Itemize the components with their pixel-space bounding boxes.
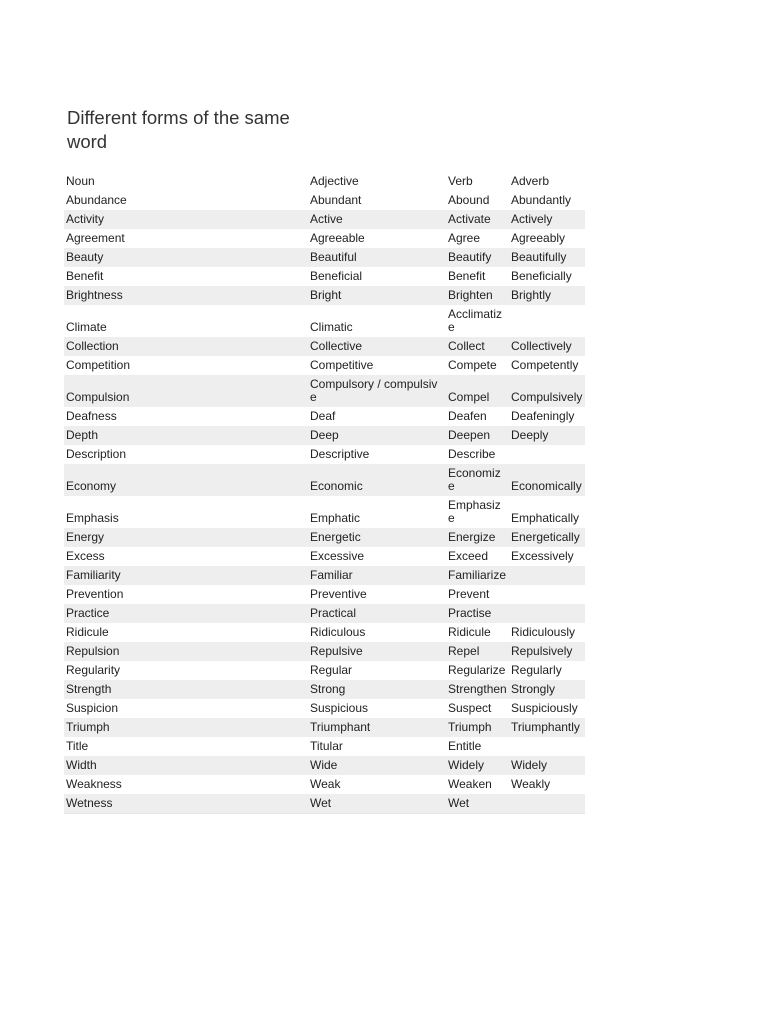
cell-adverb: Abundantly [511, 193, 572, 207]
cell-adverb: Strongly [509, 680, 585, 699]
cell-verb: Benefit [448, 269, 486, 283]
cell-adverb: Beautifully [509, 248, 585, 267]
cell-adverb: Brightly [509, 286, 585, 305]
cell-adjective: Practical [308, 604, 446, 623]
cell-verb: Compete [448, 358, 497, 372]
cell-verb: Compel [446, 375, 509, 407]
cell-adjective: Excessive [310, 549, 365, 563]
column-header-noun: Noun [66, 174, 95, 188]
table-row [64, 661, 585, 680]
cell-adjective: Strong [308, 680, 446, 699]
cell-noun: Energy [64, 528, 308, 547]
column-header-adverb: Adverb [511, 174, 550, 188]
cell-verb: Ridicule [448, 625, 491, 639]
cell-adverb: Suspiciously [511, 701, 578, 715]
table-row [64, 756, 585, 775]
cell-adjective: Agreeable [310, 231, 365, 245]
cell-verb: Suspect [448, 701, 492, 715]
cell-adjective: Weak [310, 777, 341, 791]
table-row [64, 337, 585, 356]
table-row [64, 737, 585, 756]
cell-adjective: Energetic [308, 528, 446, 547]
cell-adverb [509, 585, 585, 604]
cell-noun: Regularity [66, 663, 121, 677]
cell-noun: Strength [64, 680, 308, 699]
cell-verb: Regularize [448, 663, 506, 677]
cell-verb: Deepen [446, 426, 509, 445]
cell-verb: Activate [446, 210, 509, 229]
cell-adverb: Regularly [511, 663, 562, 677]
cell-verb: Widely [446, 756, 509, 775]
cell-verb: Collect [446, 337, 509, 356]
cell-adverb: Widely [509, 756, 585, 775]
cell-noun: Climate [66, 320, 107, 334]
cell-adverb: Triumphantly [509, 718, 585, 737]
cell-adverb [509, 794, 585, 814]
table-row [64, 604, 585, 623]
cell-noun: Emphasis [66, 511, 119, 525]
cell-adverb [509, 737, 585, 756]
cell-verb: Energize [446, 528, 509, 547]
cell-verb: Economize [446, 464, 509, 496]
cell-adjective: Abundant [310, 193, 362, 207]
cell-verb: Exceed [448, 549, 489, 563]
cell-adjective: Familiar [308, 566, 446, 585]
cell-adjective: Beneficial [310, 269, 363, 283]
page-title: Different forms of the same word [67, 107, 290, 152]
cell-adverb: Beneficially [511, 269, 572, 283]
cell-adverb: Deeply [509, 426, 585, 445]
cell-noun: Compulsion [64, 375, 308, 407]
cell-verb: Strengthen [446, 680, 509, 699]
table-row [64, 566, 585, 585]
cell-verb: Practise [446, 604, 509, 623]
cell-verb: Agree [448, 231, 481, 245]
table-row [64, 375, 585, 407]
cell-verb: Emphasize [448, 498, 501, 525]
cell-adverb: Compulsively [509, 375, 585, 407]
cell-noun: Collection [64, 337, 308, 356]
cell-adjective: Economic [308, 464, 446, 496]
cell-adverb: Agreeably [511, 231, 566, 245]
table-row [64, 191, 585, 210]
table-row [64, 356, 585, 375]
cell-adjective: Ridiculous [310, 625, 366, 639]
cell-adjective: Triumphant [308, 718, 446, 737]
cell-noun: Width [64, 756, 308, 775]
cell-adjective: Deep [308, 426, 446, 445]
cell-noun: Suspicion [66, 701, 119, 715]
cell-adjective: Collective [308, 337, 446, 356]
cell-adverb: Actively [509, 210, 585, 229]
cell-noun: Agreement [66, 231, 125, 245]
cell-noun: Triumph [64, 718, 308, 737]
table-row [64, 445, 585, 464]
cell-noun: Deafness [66, 409, 117, 423]
cell-verb: Prevent [448, 587, 490, 601]
table-row [64, 642, 585, 661]
cell-adverb [509, 305, 585, 337]
cell-verb: Wet [446, 794, 509, 814]
word-forms-table [64, 172, 585, 814]
cell-adjective: Suspicious [310, 701, 369, 715]
cell-adjective: Repulsive [308, 642, 446, 661]
cell-verb: Acclimatize [448, 307, 503, 334]
cell-adjective: Active [308, 210, 446, 229]
table-row [64, 229, 585, 248]
cell-adverb: Repulsively [509, 642, 585, 661]
table-row [64, 426, 585, 445]
cell-noun: Description [66, 447, 127, 461]
cell-noun: Activity [64, 210, 308, 229]
cell-adjective: Climatic [310, 320, 353, 334]
column-header-verb: Verb [448, 174, 473, 188]
cell-noun: Excess [66, 549, 105, 563]
table-row [64, 248, 585, 267]
cell-noun: Abundance [66, 193, 127, 207]
cell-noun: Familiarity [64, 566, 308, 585]
cell-adjective: Descriptive [310, 447, 370, 461]
table-row [64, 210, 585, 229]
cell-noun: Repulsion [64, 642, 308, 661]
cell-adverb: Ridiculously [511, 625, 576, 639]
cell-verb: Brighten [446, 286, 509, 305]
cell-noun: Practice [64, 604, 308, 623]
table-row [64, 464, 585, 496]
cell-adjective: Beautiful [308, 248, 446, 267]
table-row [64, 305, 585, 337]
cell-adjective: Deaf [310, 409, 336, 423]
cell-noun: Beauty [64, 248, 308, 267]
cell-adverb: Competently [511, 358, 579, 372]
cell-adverb: Weakly [511, 777, 551, 791]
cell-adjective: Regular [310, 663, 353, 677]
table-row [64, 699, 585, 718]
cell-adverb [509, 445, 585, 464]
table-row [64, 286, 585, 305]
cell-adjective: Emphatic [310, 511, 361, 525]
table-row [64, 775, 585, 794]
table-row [64, 496, 585, 528]
table-row [64, 623, 585, 642]
cell-adjective: Preventive [310, 587, 367, 601]
cell-adjective: Wide [308, 756, 446, 775]
cell-noun: Prevention [66, 587, 124, 601]
cell-noun: Benefit [66, 269, 104, 283]
table-row [64, 680, 585, 699]
cell-adverb: Emphatically [511, 511, 580, 525]
cell-noun: Weakness [66, 777, 122, 791]
cell-adverb: Economically [509, 464, 585, 496]
cell-verb: Beautify [446, 248, 509, 267]
cell-noun: Title [66, 739, 89, 753]
cell-noun: Economy [64, 464, 308, 496]
cell-verb: Abound [448, 193, 490, 207]
cell-verb: Describe [448, 447, 496, 461]
cell-verb: Deafen [448, 409, 487, 423]
column-header-adjective: Adjective [310, 174, 359, 188]
cell-adverb: Deafeningly [511, 409, 575, 423]
table-row [64, 794, 585, 814]
cell-adverb [509, 604, 585, 623]
cell-adverb: Collectively [509, 337, 585, 356]
table-row [64, 528, 585, 547]
table-row [64, 267, 585, 286]
cell-adjective: Competitive [310, 358, 374, 372]
cell-adjective: Titular [310, 739, 343, 753]
table-row [64, 407, 585, 426]
table-row [64, 718, 585, 737]
cell-noun: Brightness [64, 286, 308, 305]
cell-noun: Depth [64, 426, 308, 445]
table-header-row [64, 172, 585, 191]
cell-verb: Triumph [446, 718, 509, 737]
cell-noun: Competition [66, 358, 131, 372]
cell-adjective: Wet [308, 794, 446, 814]
cell-noun: Ridicule [66, 625, 109, 639]
cell-noun: Wetness [64, 794, 308, 814]
cell-adverb: Excessively [511, 549, 574, 563]
cell-adverb [509, 566, 585, 585]
table-row [64, 547, 585, 566]
cell-adjective: Compulsory / compulsive [308, 375, 446, 407]
cell-verb: Entitle [448, 739, 482, 753]
cell-verb: Weaken [448, 777, 492, 791]
cell-adjective: Bright [308, 286, 446, 305]
cell-adverb: Energetically [509, 528, 585, 547]
cell-verb: Familiarize [446, 566, 509, 585]
table-row [64, 585, 585, 604]
cell-verb: Repel [446, 642, 509, 661]
